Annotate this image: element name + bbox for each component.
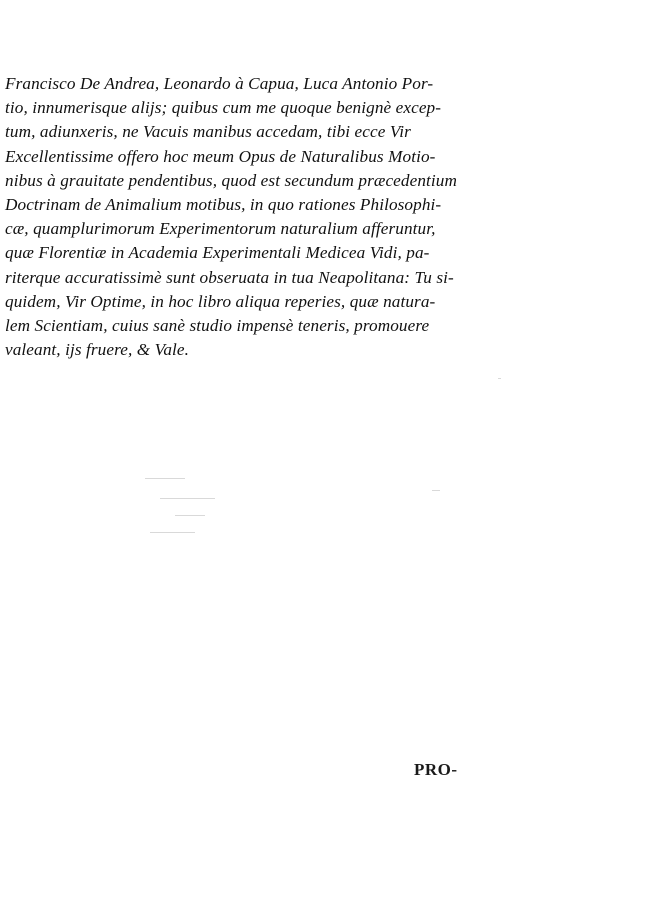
text-line: nibus à grauitate pendentibus, quod est secundum præcedentium xyxy=(5,170,457,190)
body-text xyxy=(5,72,520,362)
text-line: tum, adiunxeris, ne Vacuis manibus accedam, tibi ecce Vir xyxy=(5,122,411,142)
text-line: valeant, ijs fruere, & Vale. xyxy=(5,340,190,360)
show-through-mark xyxy=(160,498,215,499)
show-through-mark xyxy=(145,478,185,479)
text-line: cæ, quamplurimorum Experimentorum naturalium afferuntur, xyxy=(5,219,436,239)
text-line: riterque accuratissimè sunt obseruata in tua Neapolitana: Tu si- xyxy=(5,267,454,287)
show-through-mark xyxy=(150,532,195,533)
text-line: Doctrinam de Animalium motibus, in quo rationes Philosophi- xyxy=(5,194,442,214)
text-line: tio, innumerisque alijs; quibus cum me quoque benignè excep- xyxy=(5,98,442,118)
text-line: quæ Florentiæ in Academia Experimentali Medicea Vidi, pa- xyxy=(5,243,430,263)
text-line: Francisco De Andrea, Leonardo à Capua, Luca Antonio Por- xyxy=(5,74,434,93)
text-line: quidem, Vir Optime, in hoc libro aliqua reperies, quæ natura- xyxy=(5,291,436,311)
show-through-mark xyxy=(498,378,501,379)
text-line: lem Scientiam, cuius sanè studio impensè teneris, promouere xyxy=(5,315,430,335)
catchword: PRO- xyxy=(414,760,458,779)
show-through-mark xyxy=(432,490,440,491)
text-line: Excellentissime offero hoc meum Opus de Naturalibus Motio- xyxy=(5,146,436,166)
show-through-mark xyxy=(175,515,205,516)
